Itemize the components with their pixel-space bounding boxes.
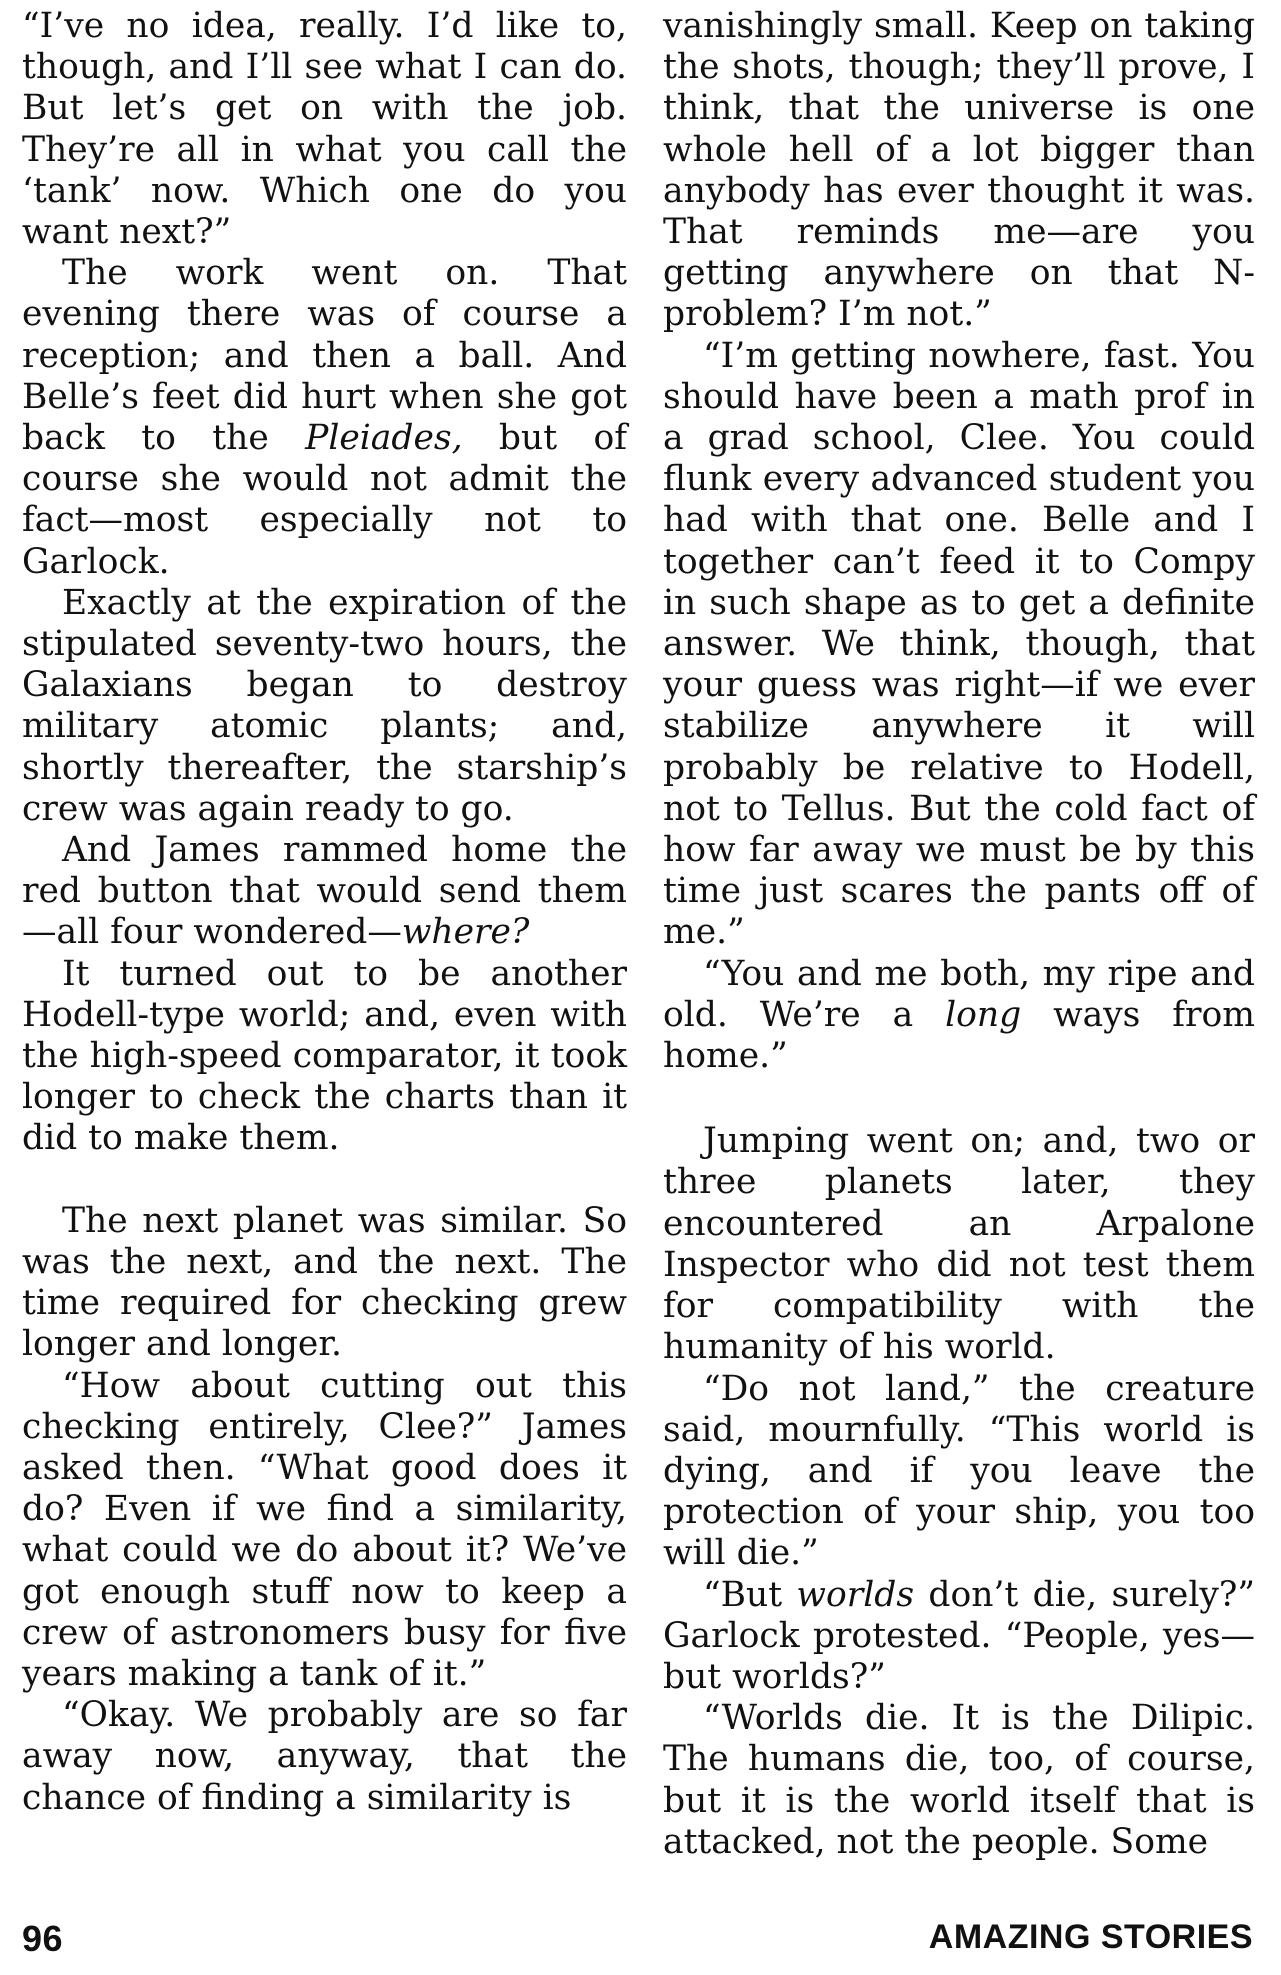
paragraph [22, 1201, 627, 1366]
paragraph [22, 253, 627, 583]
paragraph-text: “Worlds die. It is the Dilipic. The humans die, too, of course, but it is the world itself that is attacked, not the people. Some [663, 1698, 1255, 1862]
paragraph [22, 1366, 627, 1696]
paragraph [663, 6, 1255, 336]
paragraph-text: The next planet was similar. So was the next, and the next. The time required for checking grew longer and longer. [22, 1200, 627, 1365]
paragraph-text: “I’m getting nowhere, fast. You should have been a math prof in a grad school, Clee. You could flunk every advanced student you had with that one. Belle and I together can’t feed it to Compy in such shape as to get a definite answer. We think, though, that your guess was right—if we ever stabilize anywhere it will probably be relative to Hodell, not to Tellus. But the cold fact of how far away we must be by this time just scares the pants off of me.” [663, 335, 1255, 953]
paragraph-text: “Do not land,” the creature said, mournfully. “This world is dying, and if you leave the protection of your ship, you too will die.” [663, 1368, 1255, 1574]
paragraph [663, 954, 1255, 1078]
paragraph [22, 954, 627, 1160]
right-column [663, 6, 1255, 1863]
running-title: AMAZING STORIES [928, 1918, 1253, 1956]
paragraph-text: “Okay. We probably are so far away now, anyway, that the chance of finding a similarity is [22, 1695, 627, 1818]
paragraph-text: “I’ve no idea, really. I’d like to, though, and I’ll see what I can do. But let’s get on with the job. They’re all in what you call the ‘tank’ now. Which one do you want next?” [22, 6, 627, 253]
ship-name-italic: Pleiades, [305, 418, 463, 459]
paragraph [663, 336, 1255, 954]
paragraph [663, 1369, 1255, 1575]
paragraph-text: “How about cutting out this checking entirely, Clee?” James asked then. “What good does it do? Even if we find a similarity, what could we do about it? We’ve got enough stuff now to keep a crew of astronomers busy for five years making a tank of it.” [22, 1365, 627, 1694]
paragraph-text: The work went on. That evening there was of course a reception; and then a ball. And Belle’s feet did hurt when she got back to the [22, 253, 627, 459]
paragraph [22, 6, 627, 253]
paragraph [663, 1121, 1255, 1368]
paragraph [663, 1698, 1255, 1863]
paragraph [22, 1695, 627, 1819]
paragraph-text: It turned out to be another Hodell-type world; and, even with the high-speed comparator, it took longer to check the charts than it did to make them. [22, 953, 627, 1159]
paragraph-text: vanishingly small. Keep on taking the shots, though; they’ll prove, I think, that the universe is one whole hell of a lot bigger than anybody has ever thought it was. That reminds me—are you getting anywhere on that N-problem? I’m not.” [663, 6, 1255, 335]
paragraph-text: but of course she would not admit the fact—most especially not to Garlock. [22, 418, 627, 582]
paragraph [22, 830, 627, 954]
paragraph-text: “You and me both, my ripe and old. We’re a [663, 953, 1255, 1035]
left-column [22, 6, 627, 1819]
paragraph-text: Exactly at the expiration of the stipulated seventy-two hours, the Galaxians began to destroy military atomic plants; and, shortly thereafter, the starship’s crew was again ready to go. [22, 582, 627, 829]
paragraph [663, 1575, 1255, 1699]
emphasis-italic: long [945, 994, 1022, 1035]
paragraph-text: don’t die, surely?” Garlock protested. “People, yes—but worlds?” [663, 1574, 1255, 1697]
emphasis-italic: where? [401, 912, 530, 953]
paragraph-text: And James rammed home the red button that would send them —all four wondered— [22, 830, 627, 953]
paragraph-text: Jumping went on; and, two or three planets later, they encountered an Arpalone Inspector who did not test them for compatibility with the humanity of his world. [663, 1121, 1255, 1368]
paragraph [22, 583, 627, 830]
page-number: 96 [22, 1918, 64, 1959]
paragraph-text: “But [703, 1574, 797, 1615]
paragraph-text: ways from home.” [663, 994, 1256, 1077]
emphasis-italic: worlds [796, 1574, 915, 1615]
